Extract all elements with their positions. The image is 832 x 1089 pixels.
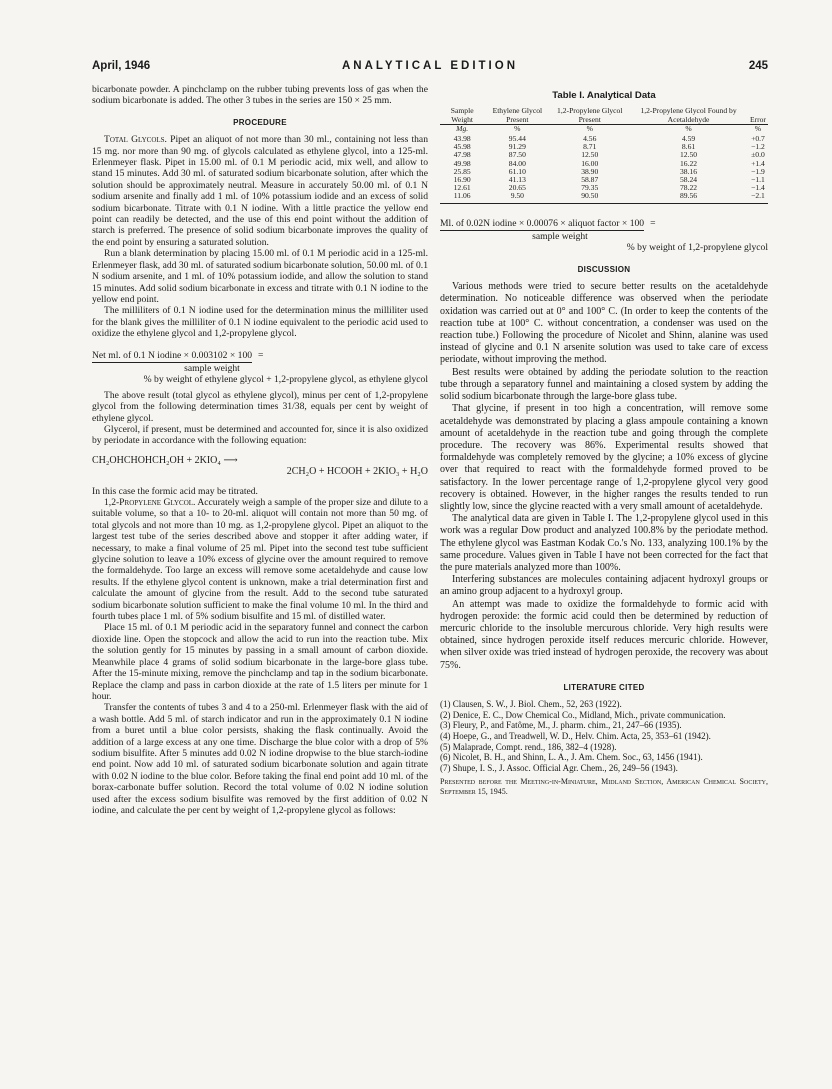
table-cell: 87.50: [508, 150, 526, 160]
formula-equals: =: [650, 217, 656, 229]
table-cell: −1.1: [751, 175, 765, 185]
table-cell: ±0.0: [751, 150, 765, 160]
unit-cell: %: [586, 123, 593, 133]
equation-line-2: 2CH₂O + HCOOH + 2KIO₃ + H₂O: [286, 466, 428, 478]
reference-item: (1) Clausen, S. W., J. Biol. Chem., 52, 263 (1922).: [440, 699, 622, 710]
table-cell: 4.59: [681, 134, 696, 144]
table-cell: 16.22: [679, 158, 698, 168]
table-row: [440, 168, 768, 176]
paragraph: Best results were obtained by adding the periodate solution to the reaction tube through a separatory funnel and maintaining a closed system by adding the solid sodium bicarbonate through the large-bore glass tube.: [440, 366, 768, 403]
table-cell: 12.61: [453, 183, 471, 193]
table-cell: 89.56: [679, 191, 698, 201]
table-cell: 78.22: [679, 183, 698, 193]
table-row: [440, 143, 768, 151]
paragraph-text: Accurately weigh a sample of the proper size and dilute to a suitable volume, so that a 10- to 20-ml. aliquot will contain not more than 50 mg. of total glycols and not more than 10 mg. as 1,2-propylene glycol. Pipet an aliquot to the largest test tube of the series described above and stopper it after adding water, if necessary, to make a final volume of 25 ml. Pipet into the second test tube sufficient glycine solution to leave a 10% excess of glycine over the amount required to remove the formaldehyde. Too large an excess will remove some acetaldehyde and cause low results. If the ethylene glycol content is unknown, make a trial determination first and calculate the amount of glycine from the result. Add to the second tube saturated sodium bicarbonate solution sufficient to make the final volume 10 ml. In the third and fourth tubes place 1 ml. of 5% sodium bisulfite and 15 ml. of distilled water.: [92, 497, 428, 623]
table-title: Table I. Analytical Data: [552, 90, 656, 101]
paragraph: Interfering substances are molecules containing adjacent hydroxyl groups or an amino group adjacent to a hydroxyl group.: [440, 574, 768, 598]
column-header: Ethylene Glycol Present: [492, 106, 543, 124]
table-cell: 58.87: [581, 175, 599, 185]
left-column: [92, 84, 428, 816]
formula-result: % by weight of ethylene glycol + 1,2-propylene glycol, as ethylene glycol: [143, 374, 428, 386]
table-cell: 11.06: [453, 191, 471, 201]
reference-item: (5) Malaprade, Compt. rend., 186, 382–4 (1928).: [440, 741, 617, 752]
unit-cell: %: [685, 123, 692, 133]
table-cell: 45.98: [453, 142, 471, 152]
formula-equals: =: [258, 349, 264, 361]
table-cell: 43.98: [453, 134, 471, 144]
table-cell: −1.2: [751, 142, 765, 152]
header-date: April, 1946: [92, 60, 151, 72]
analytical-data-table: [440, 107, 768, 200]
table-cell: +0.7: [751, 134, 765, 144]
paragraph: Various methods were tried to secure better results on the acetaldehyde determination. No noticeable difference was observed when the periodate oxidation was carried out at 0° and 100° C. (In order to keep the contents of the reaction tube at 100° C. without concentration, a condenser was used on the reaction tube.) Following the procedure of Nicolet and Shinn, alanine was used instead of glycine and 0.1 N arsenite solution was used to take care of excess periodate, without improving the method.: [440, 281, 768, 366]
table-row: [440, 192, 768, 200]
discussion-body: [440, 281, 768, 672]
paragraph: Transfer the contents of tubes 3 and 4 to a 250-ml. Erlenmeyer flask with the aid of a wash bottle. Add 5 ml. of starch indicator and run in the approximately 0.1 N iodine from a buret until a blue color persists, shaking the flask continually. Avoid the addition of a large excess at any one time. Discharge the blue color with a drop of 5% sodium bisulfite. After 5 minutes add 0.02 N iodine dropwise to the blue starch-iodine end point. Now add 10 ml. of saturated sodium bicarbonate solution and again titrate with 0.02 N iodine to the blue color. Before taking the final end point add 10 ml. of the borax-carbonate buffer solution. Record the total volume of 0.02 N iodine solution used after the excess sodium bisulfite was removed by the first addition of 0.02 N iodine, and calculate the per cent by weight of 1,2-propylene glycol as follows:: [92, 702, 428, 816]
table-cell: 16.00: [581, 158, 599, 168]
running-header: [92, 60, 768, 76]
chemical-equation: [92, 455, 428, 478]
table-cell: 38.90: [581, 166, 599, 176]
table-cell: −2.1: [751, 191, 765, 201]
paragraph-text: Pipet an aliquot of not more than 30 ml., containing not less than 15 mg. nor more than 90 mg. of glycols calculated as ethylene glycol, into a 125-ml. Erlenmeyer flask. Pipet in 15.00 ml. of 0.1 M periodic acid, mix well, and allow to stand 15 minutes. Add 30 ml. of saturated sodium bicarbonate solution, after which the solution should be approximately neutral. Measure in accurately 50.00 ml. of 0.1 N sodium arsenite and finally add 1 ml. of 10% potassium iodide and an excess of solid sodium bicarbonate. Titrate with 0.1 N iodine. With a little practice the yellow end point can readily be detected, and the use of this end point without the addition of starch is preferred. The presence of solid sodium bicarbonate improves the quality of the end point by ensuring a saturated solution.: [92, 134, 428, 248]
formula-denominator: sample weight: [532, 231, 588, 243]
equation-line-1: CH₂OHCHOHCH₂OH + 2KIO₄ ⟶: [92, 454, 238, 466]
section-heading-literature: LITERATURE CITED: [563, 682, 645, 692]
table-cell: 49.98: [453, 158, 471, 168]
paragraph: [92, 134, 428, 248]
paragraph: In this case the formic acid may be titrated.: [92, 485, 258, 497]
reference-item: (6) Nicolet, B. H., and Shinn, L. A., J. Am. Chem. Soc., 63, 1456 (1941).: [440, 752, 703, 763]
paragraph: The analytical data are given in Table I. The 1,2-propylene glycol used in this work was a regular Dow product and analyzed 100.8% by the periodate method. The ethylene glycol was Eastman Kodak Co.'s No. 133, analyzing 100.1% by the same procedure. Values given in Table I have not been corrected for the fact that the pure materials analyzed more than 100%.: [440, 513, 768, 573]
table-cell: 41.13: [508, 175, 526, 185]
table-cell: 61.10: [508, 166, 526, 176]
unit-cell: %: [754, 123, 762, 133]
table-cell: 25.85: [453, 166, 471, 176]
paragraph: An attempt was made to oxidize the formaldehyde to formic acid with hydrogen peroxide: the formic acid could then be determined by reduction of mercuric chloride to the insoluble mercurous chloride. Very high results were obtained, since hydrogen peroxide itself reduces mercuric chloride. However, when silver oxide was tried instead of hydrogen peroxide, the recovery was about 75%.: [440, 598, 768, 671]
table-cell: 16.90: [453, 175, 471, 185]
table-cell: 8.61: [681, 142, 696, 152]
column-header: 1,2-Propylene Glycol Found by Acetaldehyde: [640, 106, 737, 124]
table-cell: 79.35: [581, 183, 599, 193]
paragraph: [92, 497, 428, 622]
paragraph: Run a blank determination by placing 15.00 ml. of 0.1 M periodic acid in a 125-ml. Erlenmeyer flask, add 30 ml. of saturated sodium bicarbonate solution, 50.00 ml. of 0.1 N sodium arsenite, and 1 ml. of 10% potassium iodide, and allow the solution to stand 15 minutes. Add solid sodium bicarbonate in excess and titrate with 0.1 N iodine to the yellow end point.: [92, 248, 428, 305]
table-cell: −1.9: [751, 166, 765, 176]
table-cell: 58.24: [679, 175, 698, 185]
table-cell: +1.4: [751, 158, 765, 168]
table-cell: 12.50: [679, 150, 698, 160]
reference-item: (4) Hoepe, G., and Treadwell, W. D., Helv. Chim. Acta, 25, 353–61 (1942).: [440, 730, 711, 741]
formula-propylene-glycol: [440, 218, 768, 254]
reference-item: (3) Fleury, P., and Fatôme, M., J. pharm. chim., 21, 247–66 (1935).: [440, 720, 682, 731]
table-cell: 20.65: [508, 183, 526, 193]
reference-list: [440, 699, 768, 797]
table-cell: 9.50: [510, 191, 524, 201]
paragraph: The milliliters of 0.1 N iodine used for the determination minus the milliliter used for the blank gives the milliliter of 0.1 N iodine equivalent to the periodic acid used to oxidize the ethylene glycol and 1,2-propylene glycol.: [92, 305, 428, 340]
table-cell: −1.4: [751, 183, 765, 193]
formula-numerator: Ml. of 0.02N iodine × 0.00076 × aliquot factor × 100: [440, 218, 644, 231]
unit-cell: Mg.: [456, 123, 469, 133]
table-header-row: [440, 107, 768, 124]
header-journal: ANALYTICAL EDITION: [341, 60, 519, 72]
units-row: [440, 124, 768, 135]
paragraph: The above result (total glycol as ethylene glycol), minus per cent of 1,2-propylene glycol from the following determination times 31/38, equals per cent by weight of ethylene glycol.: [92, 389, 428, 424]
unit-cell: %: [514, 123, 521, 133]
page-number: 245: [748, 60, 768, 72]
table-cell: 90.50: [581, 191, 599, 201]
table-cell: 4.56: [583, 134, 597, 144]
paragraph: bicarbonate powder. A pinchclamp on the rubber tubing prevents loss of gas when the sodium bicarbonate is added. The other 3 tubes in the series are 150 × 25 mm.: [92, 84, 428, 107]
table-row: [440, 135, 768, 143]
table-cell: 12.50: [581, 150, 599, 160]
paragraph: Place 15 ml. of 0.1 M periodic acid in the separatory funnel and connect the carbon dioxide line. Open the stopcock and allow the acid to run into the reaction tube. Mix the solution gently for 15 minutes by passing in a small amount of carbon dioxide. Meanwhile place 4 grams of solid sodium bicarbonate in the large-bore glass tube. After the 15-minute mixing, remove the pinchclamp and tap in the sodium bicarbonate. Replace the clamp and pass in carbon dioxide at the rate of 1.5 liters per minute for 1 hour.: [92, 622, 428, 702]
presentation-note: Presented before the Meeting-in-Miniature, Midland Section, American Chemical Society, September 15, 1945.: [440, 777, 768, 797]
column-header: Error: [749, 114, 766, 124]
table-cell: 84.00: [508, 158, 526, 168]
reference-item: (2) Denice, E. C., Dow Chemical Co., Midland, Mich., private communication.: [440, 709, 726, 720]
column-header: Sample Weight: [450, 106, 474, 124]
table-row: [440, 160, 768, 168]
run-in-heading: 1,2-Propylene Glycol.: [104, 497, 196, 508]
table-row: [440, 184, 768, 192]
formula-total-glycol: [92, 350, 428, 386]
table-row: [440, 176, 768, 184]
table-row: [440, 151, 768, 159]
column-header: 1,2-Propylene Glycol Present: [557, 106, 623, 124]
paragraph: That glycine, if present in too high a concentration, will remove some acetaldehyde was demonstrated by placing a glass ampoule containing a known amount of acetaldehyde in the reaction tube and going through the complete procedure. The recovery was 86%. Experimental results showed that formaldehyde was completely removed by the glycine; a 10% excess of glycine over that required to react with the formaldehyde formed proved to be satisfactory. In the lower percentage range of 1,2-propylene glycol very good recovery is obtained. However, in the higher ranges the results tended to run slightly low, since the glycine reacted with a very small amount of acetaldehyde.: [440, 403, 768, 512]
run-in-heading: Total Glycols.: [104, 134, 167, 146]
reference-item: (7) Shupe, I. S., J. Assoc. Official Agr. Chem., 26, 249–56 (1943).: [440, 762, 678, 773]
table-cell: 47.98: [453, 150, 471, 160]
formula-result: % by weight of 1,2-propylene glycol: [626, 242, 768, 254]
paragraph: Glycerol, if present, must be determined and accounted for, since it is also oxidized by periodate in accordance with the following equation:: [92, 423, 428, 447]
formula-numerator: Net ml. of 0.1 N iodine × 0.003102 × 100: [92, 350, 252, 363]
table-cell: 38.16: [679, 166, 698, 176]
formula-denominator: sample weight: [184, 362, 240, 374]
section-heading-discussion: DISCUSSION: [577, 264, 631, 274]
table-cell: 8.71: [583, 142, 597, 152]
table-bottom-rule: [440, 203, 768, 204]
table-cell: 91.29: [508, 142, 526, 152]
right-column: [440, 84, 768, 797]
table-cell: 95.44: [508, 134, 526, 144]
section-heading-procedure: PROCEDURE: [233, 117, 287, 127]
